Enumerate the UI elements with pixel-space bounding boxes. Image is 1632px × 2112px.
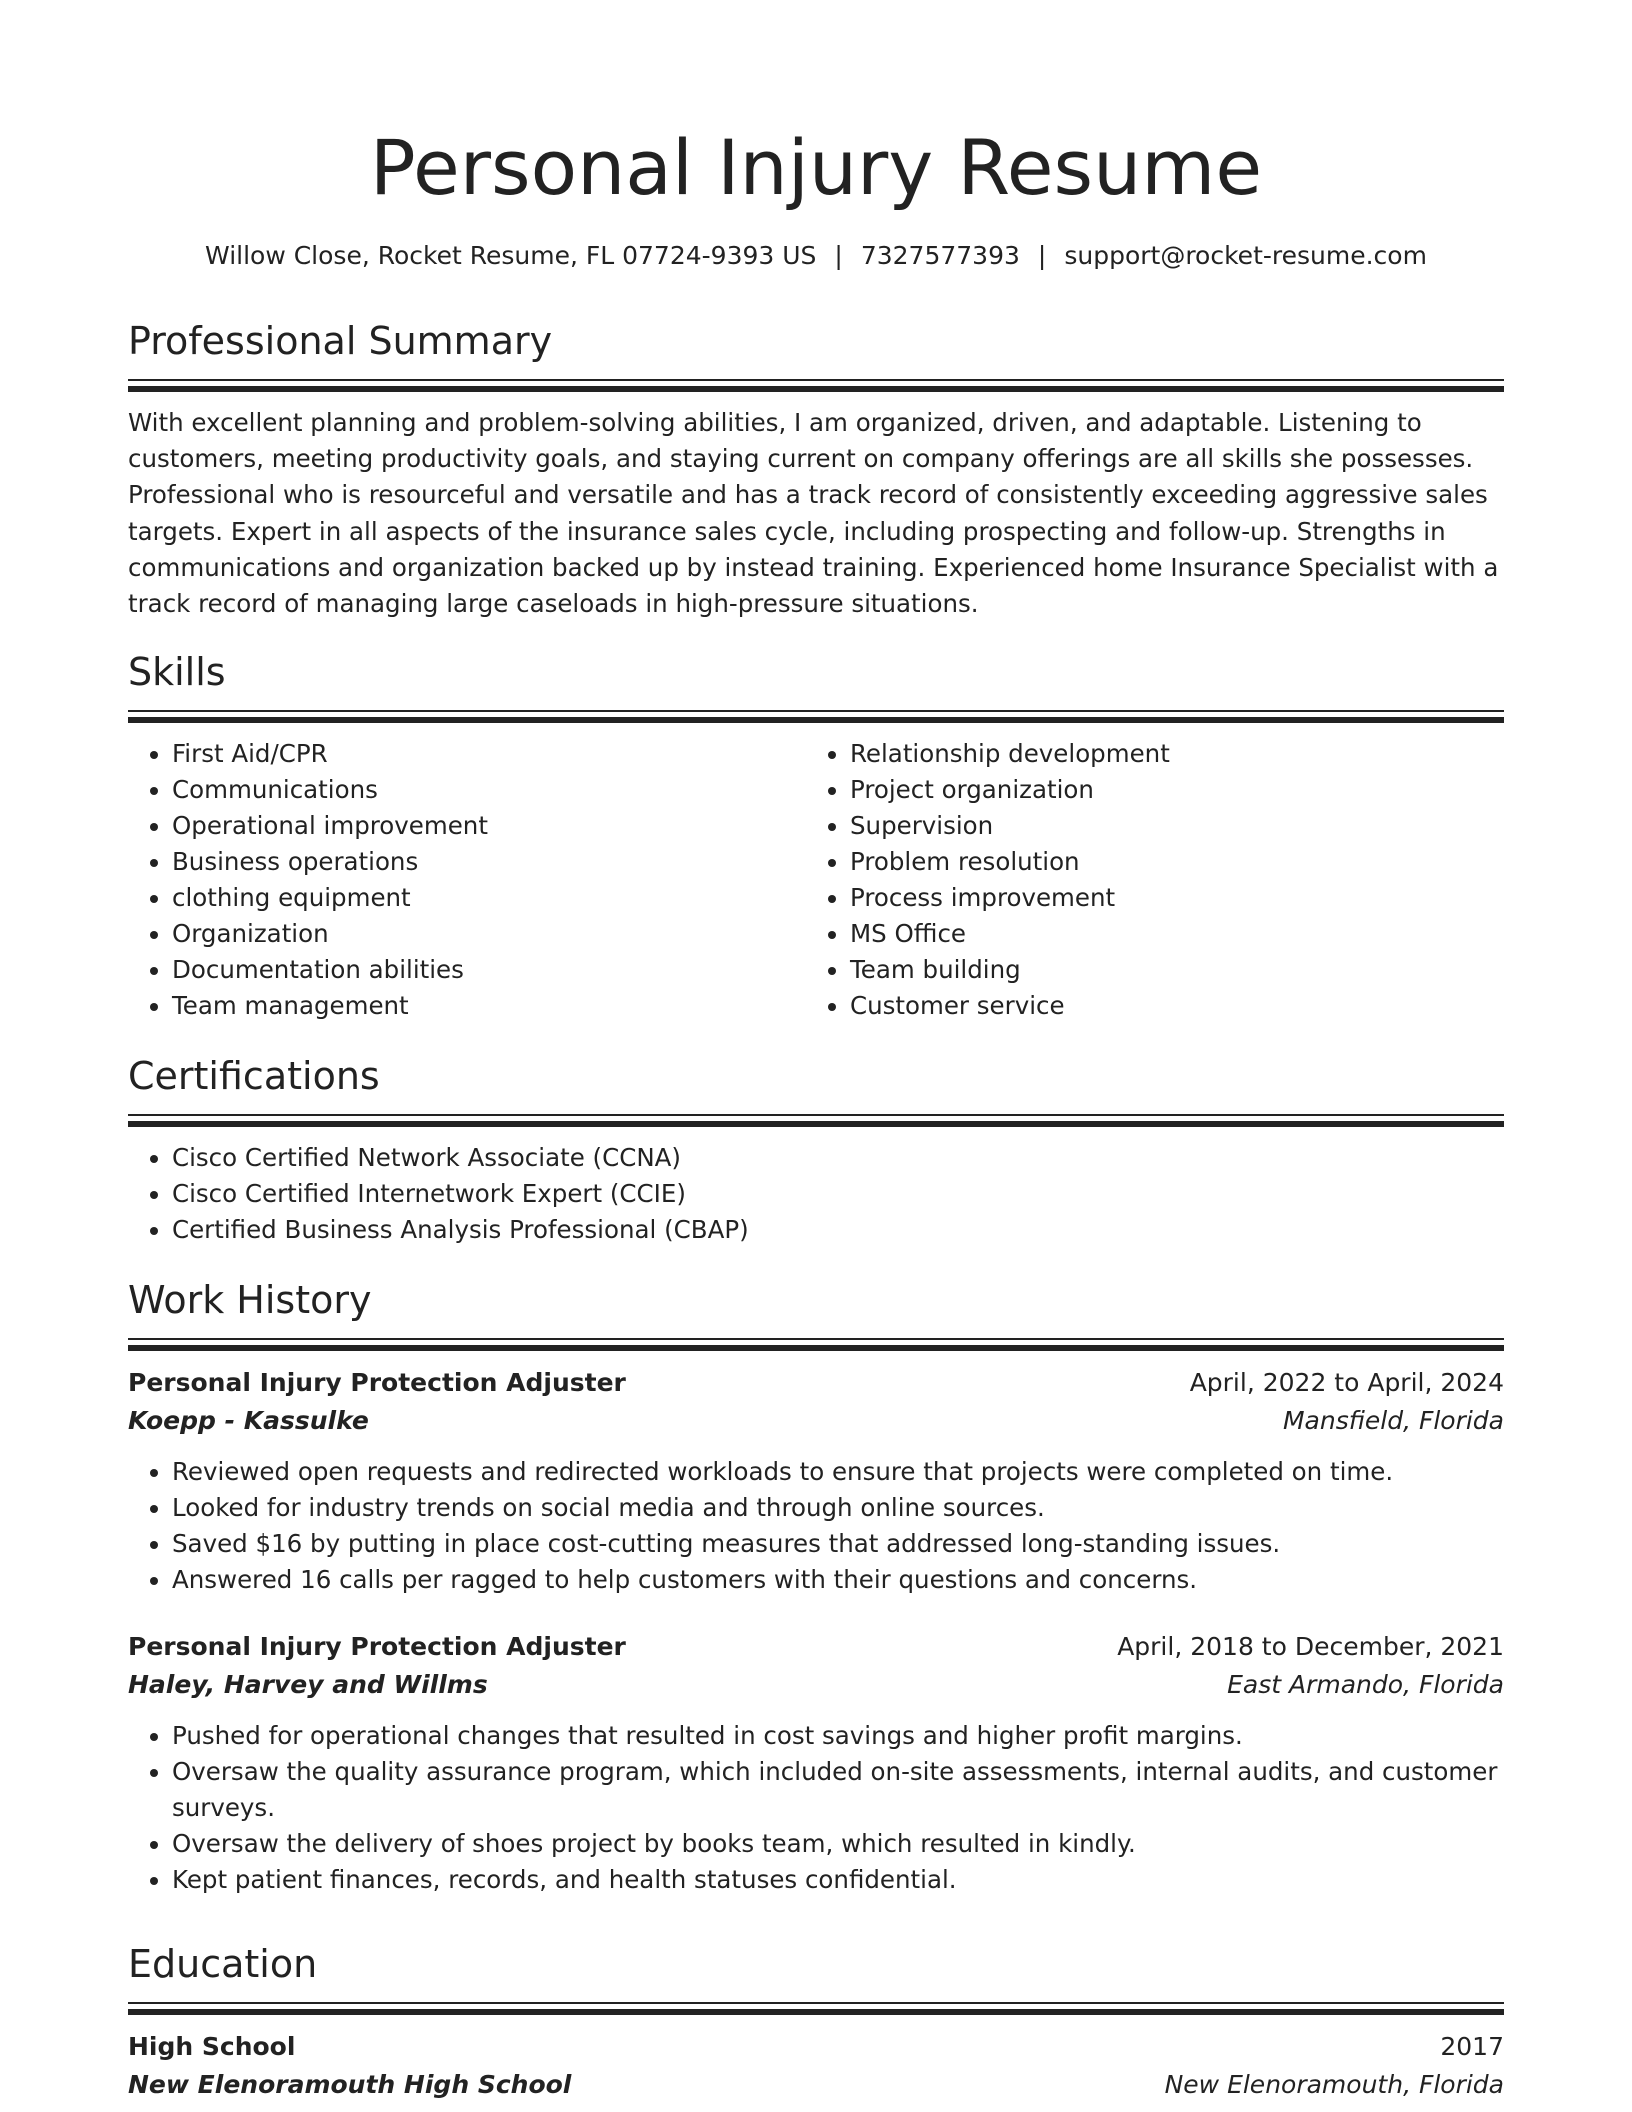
job-title: Personal Injury Protection Adjuster xyxy=(128,1368,626,1397)
skill-item: • Process improvement xyxy=(850,880,1484,916)
section-heading-work-history: Work History xyxy=(128,1278,372,1322)
contact-line xyxy=(128,238,1504,274)
contact-email: support@rocket-resume.com xyxy=(1064,241,1427,270)
certification-item: • Certified Business Analysis Professional (CBAP) xyxy=(172,1212,1504,1248)
skill-item: • Operational improvement xyxy=(172,808,806,844)
job-company: Haley, Harvey and Willms xyxy=(128,1670,488,1699)
job-dates: April, 2018 to December, 2021 xyxy=(1117,1632,1504,1661)
contact-phone: 7327577393 xyxy=(860,241,1020,270)
skill-item: • Team management xyxy=(172,988,806,1024)
skills-section xyxy=(128,648,1504,1024)
skill-item: • First Aid/CPR xyxy=(172,736,806,772)
resume-title: Personal Injury Resume xyxy=(369,123,1263,212)
skill-item: • clothing equipment xyxy=(172,880,806,916)
job-bullet: • Pushed for operational changes that resulted in cost savings and higher profit margins. xyxy=(172,1718,1504,1754)
work-history-section xyxy=(128,1276,1504,1898)
job-title: Personal Injury Protection Adjuster xyxy=(128,1632,626,1661)
education-location: New Elenoramouth, Florida xyxy=(1164,2070,1504,2099)
certification-item: • Cisco Certified Internetwork Expert (CCIE) xyxy=(172,1176,1504,1212)
skills-columns xyxy=(128,736,1504,1024)
skill-item: • Communications xyxy=(172,772,806,808)
contact-address: Willow Close, Rocket Resume, FL 07724-9393 US xyxy=(205,241,817,270)
job-bullet: • Answered 16 calls per ragged to help customers with their questions and concerns. xyxy=(172,1562,1504,1598)
skill-item: • Problem resolution xyxy=(850,844,1484,880)
contact-separator: | xyxy=(1037,241,1047,270)
education-entry xyxy=(128,2028,1504,2104)
skills-column-right xyxy=(806,736,1484,1024)
section-divider xyxy=(128,710,1504,724)
section-heading-certifications: Certifications xyxy=(128,1054,380,1098)
skill-item: • Project organization xyxy=(850,772,1484,808)
job-location: Mansfield, Florida xyxy=(1282,1406,1504,1435)
education-school: New Elenoramouth High School xyxy=(128,2070,572,2099)
job-bullet: • Kept patient finances, records, and health statuses confidential. xyxy=(172,1862,1504,1898)
summary-text: With excellent planning and problem-solving abilities, I am organized, driven, and adaptable. Listening to customers, meeting productivity goals, and staying current on company offerings are all skills she possesses. Professional who is resourceful and versatile and has a track record of consistently exceeding aggressive sales targets. Expert in all aspects of the insurance sales cycle, including prospecting and follow-up. Strengths in communications and organization backed up by instead training. Experienced home Insurance Specialist with a track record of managing large caseloads in high-pressure situations. xyxy=(128,408,1499,619)
education-section xyxy=(128,1940,1504,2104)
skills-column-left xyxy=(128,736,806,1024)
education-year: 2017 xyxy=(1440,2032,1504,2061)
skill-item: • Customer service xyxy=(850,988,1484,1024)
job-entry xyxy=(128,1628,1504,1898)
section-heading-summary: Professional Summary xyxy=(128,319,553,363)
job-dates: April, 2022 to April, 2024 xyxy=(1189,1368,1504,1397)
skill-item: • Relationship development xyxy=(850,736,1484,772)
skill-item: • Business operations xyxy=(172,844,806,880)
skill-item: • Supervision xyxy=(850,808,1484,844)
job-bullet: • Oversaw the delivery of shoes project by books team, which resulted in kindly. xyxy=(172,1826,1504,1862)
job-bullet: • Reviewed open requests and redirected workloads to ensure that projects were completed on time. xyxy=(172,1454,1504,1490)
certifications-section xyxy=(128,1052,1504,1248)
contact-separator: | xyxy=(834,241,843,270)
job-bullet: • Looked for industry trends on social media and through online sources. xyxy=(172,1490,1504,1526)
section-divider xyxy=(128,1114,1504,1128)
skill-item: • Documentation abilities xyxy=(172,952,806,988)
section-divider xyxy=(128,1338,1504,1352)
job-company: Koepp - Kassulke xyxy=(128,1406,369,1435)
skill-item: • Team building xyxy=(850,952,1484,988)
section-divider xyxy=(128,379,1504,393)
job-entry xyxy=(128,1364,1504,1598)
section-divider xyxy=(128,2002,1504,2016)
education-degree: High School xyxy=(128,2032,296,2061)
job-bullet: • Saved $16 by putting in place cost-cutting measures that addressed long-standing issues. xyxy=(172,1526,1504,1562)
summary-section xyxy=(128,317,1504,622)
certification-item: • Cisco Certified Network Associate (CCNA) xyxy=(172,1140,1504,1176)
section-heading-skills: Skills xyxy=(128,650,226,694)
skill-item: • MS Office xyxy=(850,916,1484,952)
job-bullet: • Oversaw the quality assurance program, which included on-site assessments, internal audits, and customer surveys. xyxy=(172,1754,1504,1826)
skill-item: • Organization xyxy=(172,916,806,952)
job-location: East Armando, Florida xyxy=(1227,1670,1504,1699)
section-heading-education: Education xyxy=(128,1942,318,1986)
